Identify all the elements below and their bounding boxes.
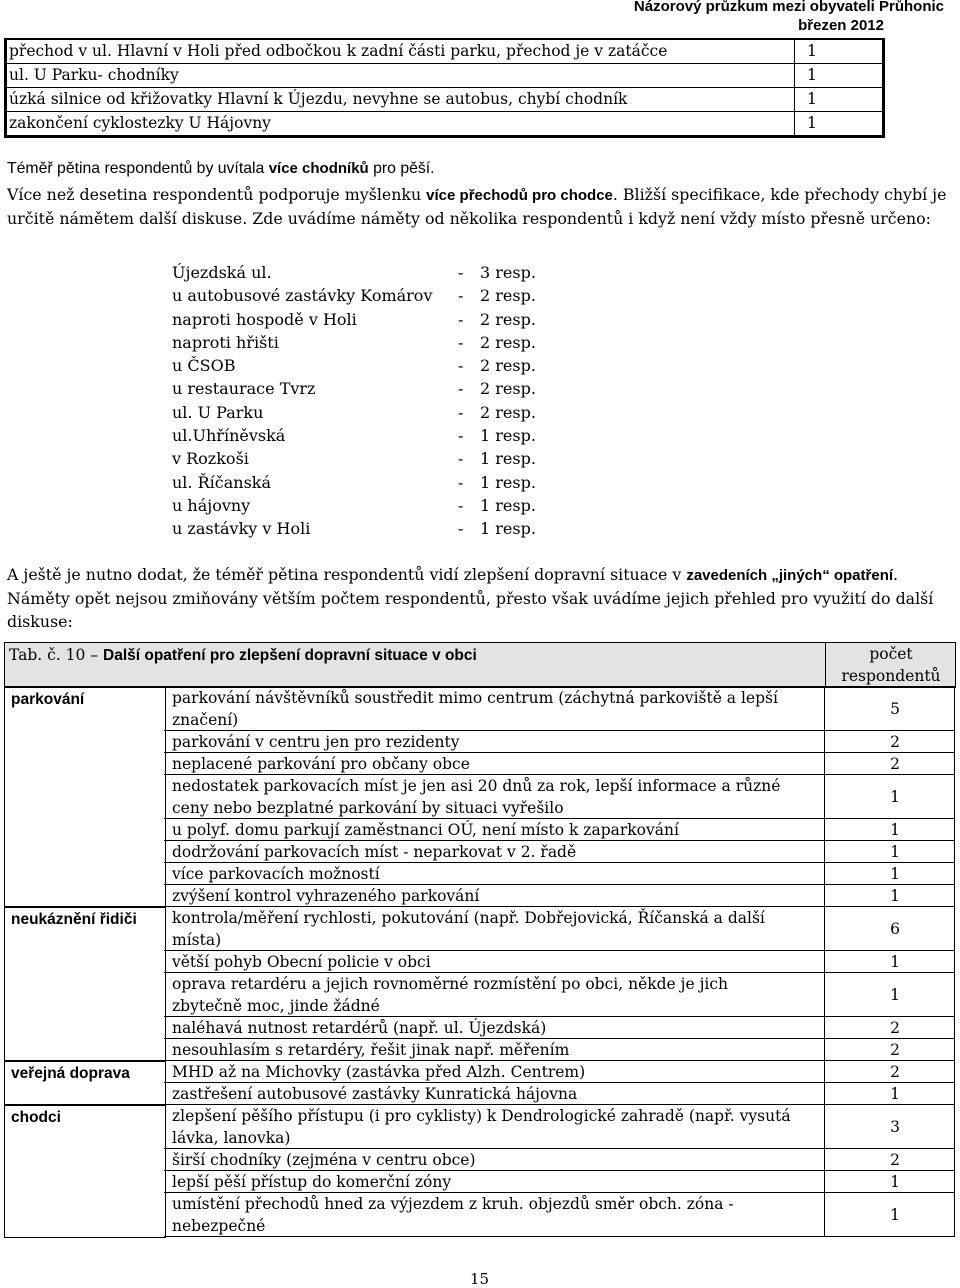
category-cell [4,906,166,1062]
table-row [7,63,882,87]
table-row [164,950,955,973]
respondent-count: 2 resp. [480,332,536,352]
place-name: ul. U Parku [172,402,264,422]
respondent-count: 1 resp. [480,426,536,446]
table-row [164,884,955,907]
count-header: počet respondentů [825,643,956,687]
table-row [164,1016,955,1039]
place-name: u ČSOB [172,356,236,376]
measure-count: 2 [890,755,900,773]
table-row [164,1170,955,1193]
measure-text: lepší pěší přístup do komerční zóny [172,1173,452,1191]
list-item [172,354,552,377]
place-name: u zastávky v Holi [172,519,311,539]
measure-count: 6 [890,920,900,938]
row-count: 1 [807,42,817,60]
place-name: v Rozkoši [172,449,249,469]
measure-count: 1 [890,843,900,861]
measure-count: 1 [890,986,900,1004]
list-dash: - [458,426,464,446]
measure-text: nedostatek parkovacích míst je jen asi 20 dnů za rok, lepší informace a různé ceny nebo bezplatné parkování by situaci vyřešilo [172,777,781,817]
measure-text: neplacené parkování pro občany obce [172,755,470,773]
measure-count: 2 [890,1041,900,1059]
measure-count: 1 [890,1206,900,1224]
table-row [164,686,955,731]
measure-text: zastřešení autobusové zastávky Kunratická hájovna [172,1085,578,1103]
category-cell [4,1060,166,1106]
table-row [164,1192,955,1237]
category-name: veřejná doprava [11,1065,130,1082]
list-item [172,261,552,284]
table-header [4,642,956,688]
measure-count: 2 [890,733,900,751]
table-row [164,1148,955,1171]
table-row [164,774,955,819]
respondent-count: 2 resp. [480,402,536,422]
list-item [172,284,552,307]
list-dash: - [458,519,464,539]
paragraph-other-measures: A ještě je nutno dodat, že téměř pětina respondentů vidí zlepšení dopravní situace v zavedeních „jiných“ opatření. Náměty opět nejsou zmiňovány větším počtem respondentů, přesto však uvádíme jejich přehled pro využití do další diskuse: [7,565,934,631]
place-name: u hájovny [172,495,251,515]
table-row [7,87,882,111]
measure-text: naléhavá nutnost retardérů (např. ul. Újezdská) [172,1019,547,1037]
row-count: 1 [807,66,817,84]
list-dash: - [458,495,464,515]
table-row [7,111,882,135]
respondent-count: 2 resp. [480,379,536,399]
measure-text: kontrola/měření rychlosti, pokutování (např. Dobřejovická, Říčanská a další místa) [172,909,765,949]
table-row [164,818,955,841]
respondent-count: 1 resp. [480,472,536,492]
list-item [172,401,552,424]
measure-text: umístění přechodů hned za výjezdem z kruh. objezdů směr obch. zóna - nebezpečné [172,1195,734,1235]
measure-count: 2 [890,1019,900,1037]
row-text: zakončení cyklostezky U Hájovny [9,114,271,132]
row-text: přechod v ul. Hlavní v Holi před odbočkou k zadní části parku, přechod je v zatáčce [9,42,668,60]
place-name: Újezdská ul. [172,263,272,282]
respondent-count: 1 resp. [480,495,536,515]
measure-text: parkování v centru jen pro rezidenty [172,733,460,751]
measure-text: oprava retardéru a jejich rovnoměrné rozmístění po obci, někde je jich zbytečně moc, jinde žádné [172,975,728,1015]
respondent-count: 1 resp. [480,519,536,539]
list-dash: - [458,263,464,282]
list-dash: - [458,332,464,352]
table-row [7,38,882,63]
category-name: parkování [11,691,85,708]
measure-count: 1 [890,821,900,839]
list-dash: - [458,449,464,469]
place-name: naproti hřišti [172,332,279,352]
place-name: naproti hospodě v Holi [172,309,357,329]
measure-text: zvýšení kontrol vyhrazeného parkování [172,887,480,905]
respondent-count: 2 resp. [480,356,536,376]
table-row [164,1082,955,1105]
place-name: ul.Uhříněvská [172,426,286,446]
list-item [172,471,552,494]
table-row [164,1104,955,1149]
measure-count: 1 [890,788,900,806]
measure-count: 1 [890,1173,900,1191]
top-table [4,38,885,138]
measure-text: u polyf. domu parkují zaměstnanci OÚ, není místo k zaparkování [172,821,679,839]
respondent-count: 2 resp. [480,286,536,306]
measure-count: 5 [890,700,900,718]
row-text: ul. U Parku- chodníky [9,66,179,84]
list-item [172,308,552,331]
table-row [164,906,955,951]
place-name: u autobusové zastávky Komárov [172,286,433,306]
category-cell [4,686,166,908]
measure-text: širší chodníky (zejména v centru obce) [172,1151,476,1169]
respondent-count: 3 resp. [480,263,536,282]
table-row [164,862,955,885]
page-number: 15 [470,1270,490,1288]
category-name: chodci [11,1109,61,1126]
list-dash: - [458,472,464,492]
measure-count: 3 [890,1118,900,1136]
table-row [164,730,955,753]
paragraph-sidewalks: Téměř pětina respondentů by uvítala více chodníků pro pěší. [7,160,435,177]
list-dash: - [458,286,464,306]
measure-text: dodržování parkovacích míst - neparkovat v 2. řadě [172,843,577,861]
table-bottom-border [164,1236,954,1237]
place-name: u restaurace Tvrz [172,379,316,399]
measure-text: větší pohyb Obecní policie v obci [172,953,431,971]
crossing-list [172,261,552,541]
list-item [172,377,552,400]
list-item [172,331,552,354]
row-text: úzká silnice od křižovatky Hlavní k Újezdu, nevyhne se autobus, chybí chodník [9,90,628,108]
row-count: 1 [807,114,817,132]
list-item [172,424,552,447]
measure-count: 1 [890,865,900,883]
measure-text: zlepšení pěšího přístupu (i pro cyklisty) k Dendrologické zahradě (např. vysutá lávka, lanovka) [172,1107,791,1147]
measure-count: 2 [890,1151,900,1169]
page-header [544,0,944,40]
measure-text: nesouhlasím s retardéry, řešit jinak např. měřením [172,1041,570,1059]
measure-count: 1 [890,887,900,905]
respondent-count: 2 resp. [480,309,536,329]
table-row [164,840,955,863]
place-name: ul. Říčanská [172,472,272,492]
list-dash: - [458,402,464,422]
table-row [164,1038,955,1061]
category-name: neukáznění řidiči [11,911,137,928]
list-item [172,447,552,470]
table-row [164,972,955,1017]
measure-text: více parkovacích možností [172,865,380,883]
table-caption: Tab. č. 10 – Další opatření pro zlepšení dopravní situace v obci [9,646,477,664]
list-item [172,494,552,517]
row-count: 1 [807,90,817,108]
list-dash: - [458,379,464,399]
measure-count: 1 [890,953,900,971]
measure-count: 2 [890,1063,900,1081]
header-date: březen 2012 [798,17,884,34]
header-title: Názorový průzkum mezi obyvateli Průhonic [633,0,944,15]
table-row [164,752,955,775]
measure-text: parkování návštěvníků soustředit mimo centrum (záchytná parkoviště a lepší značení) [172,689,778,729]
list-item [172,517,552,540]
measure-text: MHD až na Michovky (zastávka před Alzh. Centrem) [172,1063,586,1081]
table-row [164,1060,955,1083]
paragraph-crossings: Více než desetina respondentů podporuje myšlenku více přechodů pro chodce. Bližší specifikace, kde přechody chybí je určitě námětem další diskuse. Zde uvádíme náměty od několika respondentů i když není vždy místo přesně určeno: [7,185,947,228]
measure-count: 1 [890,1085,900,1103]
list-dash: - [458,309,464,329]
category-cell [4,1104,166,1238]
respondent-count: 1 resp. [480,449,536,469]
list-dash: - [458,356,464,376]
